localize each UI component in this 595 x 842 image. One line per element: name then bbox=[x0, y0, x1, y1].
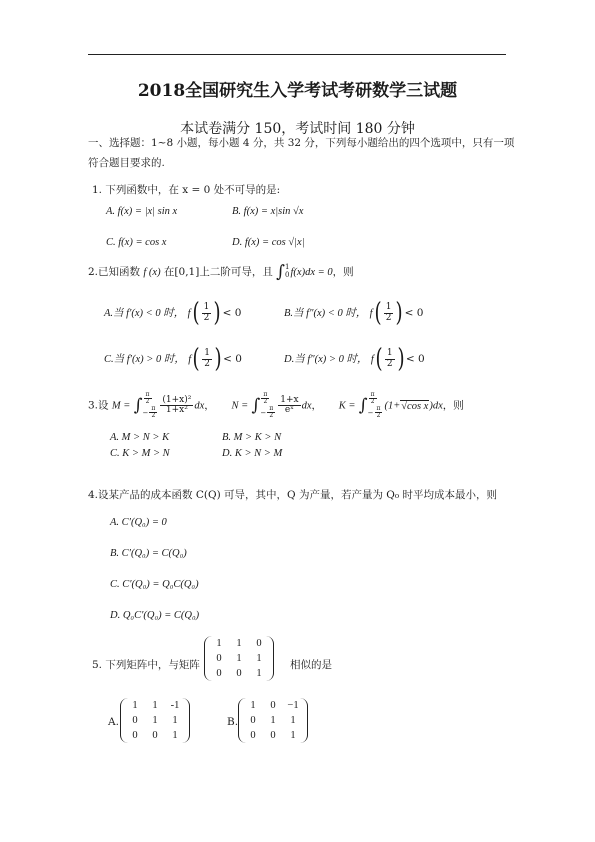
q5-option-b-matrix-cell: 0 bbox=[250, 715, 256, 726]
q5-option-a-label: A. bbox=[108, 716, 119, 728]
q5-option-a-matrix-cell: 1 bbox=[152, 700, 158, 711]
q3-M: M = bbox=[111, 400, 131, 412]
q5-option-b-matrix bbox=[238, 698, 308, 743]
q5-option-a-matrix-cell: 1 bbox=[152, 715, 158, 726]
q2-half-fraction: $\frac{1}{2}$ bbox=[386, 348, 393, 369]
q5-stem: 5. 下列矩阵中，与矩阵 bbox=[92, 659, 200, 671]
q5-option-b-label: B. bbox=[227, 716, 239, 728]
section-instructions-line1: 一、选择题：1~8 小题，每小题 4 分，共 32 分，下列每小题给出的四个选项中，只有一项 bbox=[88, 137, 515, 149]
q2-option-a: A.当 f′(x) < 0 时， f( $\frac{1}{2}$ ) < 0 bbox=[104, 298, 242, 328]
q3-tail: ，则 bbox=[442, 399, 464, 412]
q2-option-c-cond: C.当 f′(x) > 0 时， bbox=[104, 354, 185, 365]
q5-option-b-matrix-cell: −1 bbox=[287, 700, 299, 711]
q2-integral-sign: ∫ bbox=[276, 262, 286, 282]
q2-option-a-f: f bbox=[187, 308, 191, 319]
q5-given-matrix-cell: 1 bbox=[256, 668, 262, 679]
q2-option-c-rel: < 0 bbox=[223, 353, 242, 365]
q5-option-a-matrix-cell: 1 bbox=[172, 730, 178, 741]
q5-option-b-matrix-cell: 1 bbox=[290, 730, 296, 741]
q5-option-b-matrix-cell: 0 bbox=[250, 730, 256, 741]
q5-option-a-matrix-cell: 0 bbox=[152, 730, 158, 741]
q2-option-b: B.当 f″(x) < 0 时， f( $\frac{1}{2}$ ) < 0 bbox=[284, 298, 424, 328]
q3-option-b: B. M > K > N bbox=[222, 432, 282, 443]
section-instructions-line2: 符合题目要求的. bbox=[88, 157, 165, 169]
q5-given-matrix-cell: 1 bbox=[236, 653, 242, 664]
q5-option-a-matrix-cell: 1 bbox=[132, 700, 138, 711]
q2-half-fraction: $\frac{1}{2}$ bbox=[204, 348, 210, 369]
q5-given-matrix-cell: 0 bbox=[216, 668, 222, 679]
q2-fx: f (x) bbox=[143, 267, 161, 278]
q2-option-d-cond: D.当 f″(x) > 0 时， bbox=[284, 354, 368, 365]
q1-option-c: C. f(x) = cos x bbox=[106, 237, 167, 248]
q2-option-b-rel: < 0 bbox=[404, 307, 424, 319]
q5-option-b-matrix-cell: 0 bbox=[270, 700, 276, 711]
q2-stem-mid: 在[0,1]上二阶可导，且 bbox=[163, 266, 273, 278]
q5-given-matrix-cell: 0 bbox=[216, 653, 222, 664]
q2-stem-post: 则 bbox=[343, 266, 354, 278]
q5-given-matrix-cell: 1 bbox=[216, 638, 222, 649]
exam-subtitle: 本试卷满分 150，考试时间 180 分钟 bbox=[180, 121, 415, 137]
q2-option-c-f: f bbox=[188, 354, 192, 365]
q3-option-a: A. M > N > K bbox=[110, 432, 170, 443]
q2-integrand: f(x)dx = 0 bbox=[290, 267, 333, 278]
q2-option-b-cond: B.当 f″(x) < 0 时， bbox=[284, 308, 367, 319]
q3-K: K = bbox=[338, 400, 356, 412]
q5-given-matrix-cell: 0 bbox=[256, 638, 262, 649]
q5-given-matrix-cell: 0 bbox=[236, 668, 242, 679]
q4-option-a: A. C′(Q₀) = 0 bbox=[110, 517, 167, 528]
q5-option-b-matrix-cell: 1 bbox=[270, 715, 276, 726]
q5-option-a-matrix-cell: 1 bbox=[172, 715, 178, 726]
q5-given-matrix bbox=[204, 636, 274, 681]
q2-option-a-cond: A.当 f′(x) < 0 时， bbox=[104, 308, 185, 319]
q3-N-integrand: $\frac{1+x}{\text{eˣ}}$ bbox=[280, 394, 299, 416]
q2-stem-pre: 2.已知函数 bbox=[88, 266, 141, 278]
q4-option-d: D. Q₀C′(Q₀) = C(Q₀) bbox=[110, 610, 200, 621]
q2-option-a-rel: < 0 bbox=[222, 307, 242, 319]
q3-option-c: C. K > M > N bbox=[110, 448, 170, 459]
q4-option-c: C. C′(Q₀) = Q₀C(Q₀) bbox=[110, 579, 199, 590]
q2-option-c: C.当 f′(x) > 0 时， f( $\frac{1}{2}$ ) < 0 bbox=[104, 344, 242, 374]
q5-option-a-matrix-cell: 0 bbox=[132, 730, 138, 741]
q2-half-fraction: $\frac{1}{2}$ bbox=[203, 302, 210, 323]
q5-option-b-matrix-cell: 0 bbox=[270, 730, 276, 741]
q3-stem-pre: 3.设 bbox=[88, 399, 109, 412]
q2-option-b-f: f bbox=[369, 308, 373, 319]
q5-option-a-matrix-cell: -1 bbox=[170, 700, 180, 711]
q5-stem-tail: 相似的是 bbox=[290, 659, 332, 671]
q4-option-b: B. C′(Q₀) = C(Q₀) bbox=[110, 548, 187, 559]
q2-option-d-rel: < 0 bbox=[405, 353, 425, 365]
q1-stem: 1. 下列函数中，在 x = 0 处不可导的是: bbox=[92, 184, 281, 196]
q5-given-matrix-cell: 1 bbox=[256, 653, 262, 664]
q3-K-integrand: (1+√cos x)dx bbox=[384, 400, 443, 412]
q3-N: N = bbox=[231, 400, 249, 412]
header-rule bbox=[88, 54, 506, 55]
q4-stem: 4.设某产品的成本函数 C(Q) 可导，其中，Q 为产量，若产量为 Q₀ 时平均成本最小，则 bbox=[88, 489, 497, 501]
q2-integral-limits: 1 0 bbox=[285, 263, 290, 279]
q2-option-d-f: f bbox=[370, 354, 374, 365]
q5-option-a-matrix bbox=[120, 698, 190, 743]
q5-given-matrix-cell: 1 bbox=[236, 638, 242, 649]
q1-option-b: B. f(x) = x|sin √x bbox=[232, 206, 304, 217]
q1-option-a: A. f(x) = |x| sin x bbox=[106, 206, 178, 217]
exam-title: 2018全国研究生入学考试考研数学三试题 bbox=[137, 81, 458, 101]
q5-option-b-matrix-cell: 1 bbox=[290, 715, 296, 726]
q2-stem: 2.已知函数 f (x) 在[0,1]上二阶可导，且 ∫1 0f(x)dx = 0，则 bbox=[88, 262, 354, 282]
q2-half-fraction: $\frac{1}{2}$ bbox=[385, 302, 392, 323]
q1-option-d: D. f(x) = cos √|x| bbox=[232, 237, 305, 248]
q3-option-d: D. K > N > M bbox=[222, 448, 283, 459]
q5-option-b-matrix-cell: 1 bbox=[250, 700, 256, 711]
q2-option-d: D.当 f″(x) > 0 时， f( $\frac{1}{2}$ ) < 0 bbox=[284, 344, 425, 374]
q3-stem: 3.设 M = ∫ $\frac{\pi}{2}$ − $\frac{\pi}{2}$ $\frac{\text{(1+x)²}}{\text{1+x²}}$ dx， N = ∫ $\frac{\pi}{2}$ − $\frac{\pi}{2}$ $\frac{1+x}{\text{eˣ}}$ dx， K = ∫ $\frac{\pi}{2}$ − $\frac{\pi}{2}$ (1+√cos x)dx，则 bbox=[88, 391, 464, 419]
q3-M-integrand: $\frac{\text{(1+x)²}}{\text{1+x²}}$ bbox=[162, 394, 192, 416]
q5-option-a-matrix-cell: 0 bbox=[132, 715, 138, 726]
